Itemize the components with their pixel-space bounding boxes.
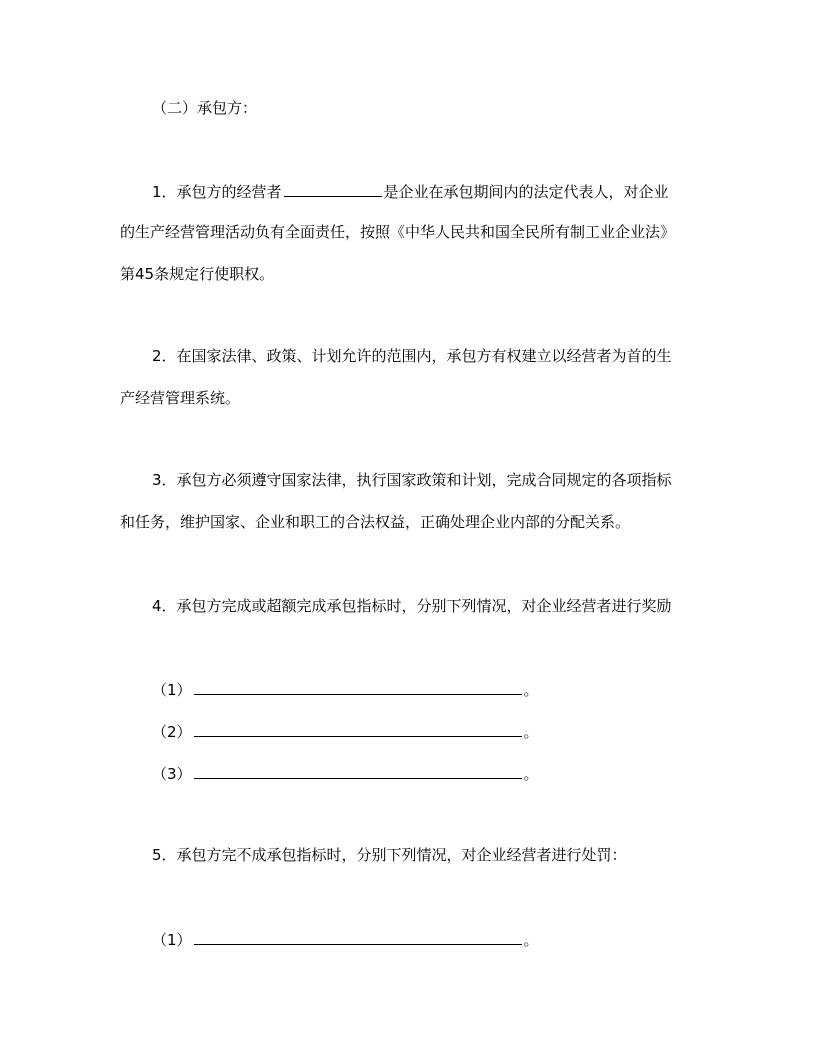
reward-item-2-end: 。 <box>523 723 539 741</box>
paragraph-3-line-1: 3．承包方必须遵守国家法律，执行国家政策和计划，完成合同规定的各项指标 <box>152 471 672 489</box>
paragraph-2-line-1: 2．在国家法律、政策、计划允许的范围内，承包方有权建立以经营者为首的生 <box>152 347 672 365</box>
paragraph-5-line-1: 5．承包方完不成承包指标时，分别下列情况，对企业经营者进行处罚： <box>152 846 627 864</box>
reward-item-2-number: （2） <box>152 723 192 741</box>
penalty-item-1 <box>152 928 539 948</box>
paragraph-1-line-3: 第45条规定行使职权。 <box>120 265 275 283</box>
penalty-item-1-blank <box>194 928 522 945</box>
penalty-item-1-number: （1） <box>152 931 192 949</box>
operator-name-blank <box>284 180 382 197</box>
reward-item-1-number: （1） <box>152 681 192 699</box>
penalty-item-1-end: 。 <box>523 931 539 949</box>
reward-item-3-number: （3） <box>152 765 192 783</box>
paragraph-4-line-1: 4．承包方完成或超额完成承包指标时，分别下列情况，对企业经营者进行奖励 <box>152 597 672 615</box>
paragraph-2-line-2: 产经营管理系统。 <box>120 389 241 407</box>
reward-item-1-end: 。 <box>523 681 539 699</box>
reward-item-1 <box>152 678 539 698</box>
section-heading: （二）承包方： <box>152 99 258 117</box>
reward-item-2-blank <box>194 720 522 737</box>
paragraph-1-line-2: 的生产经营管理活动负有全面责任，按照《中华人民共和国全民所有制工业企业法》 <box>120 223 676 241</box>
paragraph-1-lead: 1．承包方的经营者 <box>152 183 282 201</box>
reward-item-3 <box>152 762 539 782</box>
reward-item-3-end: 。 <box>523 765 539 783</box>
paragraph-3-line-2: 和任务，维护国家、企业和职工的合法权益，正确处理企业内部的分配关系。 <box>120 513 631 531</box>
paragraph-1-after-blank: 是企业在承包期间内的法定代表人，对企业 <box>383 183 669 201</box>
paragraph-1-line-1 <box>152 180 669 200</box>
reward-item-2 <box>152 720 539 740</box>
reward-item-3-blank <box>194 762 522 779</box>
reward-item-1-blank <box>194 678 522 695</box>
